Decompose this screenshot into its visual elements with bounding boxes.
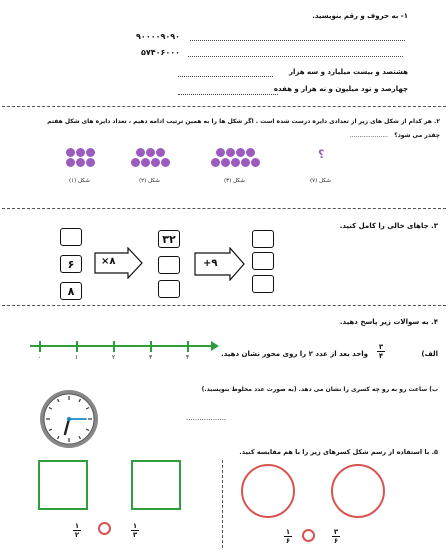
q5-left-fraction-2: ۱ ۳ [132, 522, 138, 539]
q2-text-line-1: ۲. هر کدام از شکل های زیر از تعدادی دایره درست شده است . اگر شکل ها را به همین ترتیب ادامه دهیم ، تعداد دایره های شکل هفتم [47, 118, 440, 125]
q5-compare-circle-right[interactable] [302, 529, 315, 542]
q4-title: ۴. به سوالات زیر پاسخ دهید. [339, 318, 438, 326]
q1-answer-line-4[interactable] [178, 94, 278, 95]
q2-caption-7: شکل (۷) [310, 178, 331, 184]
q4-part-b-answer-dots[interactable]: .................. [186, 414, 227, 422]
q1-answer-line-2[interactable] [188, 56, 403, 57]
axis-label-3: ۳ [149, 354, 153, 361]
axis-label-4: ۴ [186, 354, 190, 361]
q1-answer-line-1[interactable] [190, 40, 405, 41]
q2-caption-3: شکل (۳) [224, 178, 245, 184]
q1-words-2: چهارصد و نود میلیون و نه هزار و هفده [273, 85, 408, 93]
q4-part-b-text: ب) ساعت رو به رو چه کسری را نشان می دهد. (به صورت عدد مخلوط بنویسید.) [201, 386, 438, 393]
axis-label-2: ۲ [112, 354, 116, 361]
q1-words-1: هشتصد و بیست میلیارد و سه هزار [288, 68, 408, 76]
q2-text-line-2: چقدر می شود؟ [394, 132, 440, 139]
q1-number-2: ۵۷۴۰۶۰۰۰ [140, 48, 180, 57]
q3-box-8: ۸ [60, 282, 82, 300]
q3-input-box-b2[interactable] [158, 256, 180, 274]
q5-circle-2 [331, 464, 385, 518]
q5-circle-1 [241, 464, 295, 518]
q5-right-fraction-1: ۱ ۶ [285, 528, 291, 545]
q3-input-box-c2[interactable] [252, 252, 274, 270]
q5-compare-circle-left[interactable] [98, 522, 111, 535]
axis-label-1: ۱ [75, 354, 79, 361]
q3-title: ۳. جاهای خالی را کامل کنید. [339, 222, 438, 230]
q3-box-32: ۳۲ [158, 230, 180, 248]
q4-number-line [28, 340, 220, 362]
q2-answer-dots[interactable]: .................... [349, 132, 388, 139]
q5-left-fraction-1: ۱ ۲ [74, 522, 80, 539]
clock-icon [38, 388, 100, 450]
q5-square-2 [131, 460, 181, 510]
q4-part-a-fraction: ۳ ۴ [378, 343, 384, 360]
q3-input-box-a1[interactable] [60, 228, 82, 246]
q5-right-fraction-2: ۳ ۶ [333, 528, 339, 545]
q5-vertical-divider [222, 460, 223, 548]
q3-op-times-8: ×۸ [101, 256, 116, 267]
q5-square-1 [38, 460, 88, 510]
axis-label-0: ۰ [38, 354, 42, 361]
q1-title: ۱- به حروف و رقم بنویسید. [312, 12, 408, 20]
q4-part-a-text: واحد بعد از عدد ۲ را روی محور نشان دهید. [221, 350, 368, 358]
q1-number-1: ۹۰۰۰۰۹۰۹۰ [136, 32, 180, 41]
q1-answer-line-3[interactable] [178, 76, 273, 77]
q2-caption-2: شکل (۲) [139, 178, 160, 184]
q2-question-mark: ؟ [318, 148, 325, 161]
q3-input-box-b3[interactable] [158, 280, 180, 298]
q2-caption-1: شکل (۱) [69, 178, 90, 184]
q3-op-plus-9: +۹ [203, 258, 218, 269]
q3-box-6: ۶ [60, 255, 82, 273]
divider-1 [2, 106, 446, 107]
q3-machine-arrow-2 [194, 247, 246, 281]
divider-2 [2, 208, 446, 209]
q3-input-box-c1[interactable] [252, 230, 274, 248]
q5-title: ۵. با استفاده از رسم شکل کسرهای زیر را با هم مقایسه کنید. [239, 448, 438, 456]
q3-input-box-c3[interactable] [252, 275, 274, 293]
divider-3 [2, 305, 446, 306]
q4-part-a-label: الف) [421, 350, 438, 358]
